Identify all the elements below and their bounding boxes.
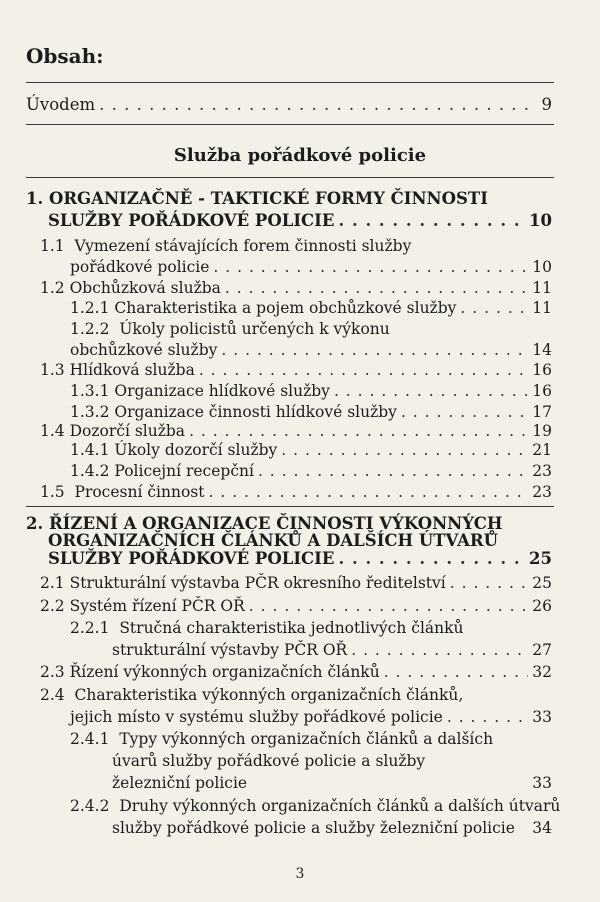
dot-leader: [384, 662, 529, 682]
toc-entry-2-4-2-line1[interactable]: [70, 796, 560, 816]
entry-number: 1.2: [40, 279, 65, 297]
entry-number: 1.3.2: [70, 403, 110, 421]
toc-entry-2-1[interactable]: [40, 573, 552, 593]
page-number: 3: [295, 866, 305, 882]
dot-leader: [213, 257, 528, 277]
toc-entry-chapter-1[interactable]: [48, 211, 552, 231]
entry-text: Úkoly dozorčí služby: [114, 441, 278, 459]
entry-page: 11: [532, 299, 552, 317]
toc-entry-1-1[interactable]: [70, 257, 552, 277]
entry-number: 2.3: [40, 663, 65, 681]
entry-number: 2.4.1: [70, 730, 110, 748]
entry-text: pořádkové policie: [70, 258, 210, 276]
dot-leader: [208, 482, 528, 502]
entry-text: Úkoly policistů určených k výkonu: [119, 320, 390, 338]
entry-text: jejich místo v systému služby pořádkové policie: [70, 708, 443, 726]
entry-text: Dozorčí služba: [69, 422, 186, 440]
entry-label: SLUŽBY POŘÁDKOVÉ POLICIE: [48, 549, 335, 568]
dot-leader: [338, 549, 525, 569]
dot-leader: [249, 596, 528, 616]
heading-rule: [26, 82, 554, 83]
toc-entry-1-4-2[interactable]: [70, 461, 552, 481]
chapter-rule: [26, 506, 554, 507]
entry-page: 9: [541, 95, 552, 114]
toc-entry-1-3-2[interactable]: [70, 402, 552, 422]
dot-leader: [334, 381, 528, 401]
toc-entry-2-4-1-line1[interactable]: [70, 729, 493, 749]
dot-leader: [281, 440, 528, 460]
section-title: Služba pořádkové policie: [173, 145, 427, 166]
toc-entry-1-4-1[interactable]: [70, 440, 552, 460]
entry-page: 32: [532, 663, 552, 681]
dot-leader: [221, 340, 528, 360]
entry-page: 10: [529, 211, 552, 230]
entry-number: 1.2.2: [70, 320, 110, 338]
entry-text: Procesní činnost: [74, 483, 205, 501]
entry-number: 1.1: [40, 237, 65, 255]
toc-entry-1-2-1[interactable]: [70, 298, 552, 318]
entry-number: 1.3: [40, 361, 65, 379]
chapter-2-title-line1: 2. ŘÍZENÍ A ORGANIZACE ČINNOSTI VÝKONNÝCH: [26, 514, 503, 533]
entry-page: 17: [532, 403, 552, 421]
dot-leader: [99, 95, 532, 115]
toc-entry-intro[interactable]: [26, 95, 552, 115]
entry-number: 2.1: [40, 574, 65, 592]
toc-entry-1-1-line1[interactable]: [40, 236, 411, 256]
dot-leader: [460, 298, 528, 318]
entry-page: 11: [532, 279, 552, 297]
toc-entry-1-3[interactable]: [40, 360, 552, 380]
toc-entry-2-3[interactable]: [40, 662, 552, 682]
toc-entry-2-2-1-line1[interactable]: [70, 618, 464, 638]
dot-leader: [447, 707, 528, 727]
entry-page: 19: [532, 422, 552, 440]
entry-page: 26: [532, 597, 552, 615]
entry-page: 34: [532, 819, 552, 837]
toc-entry-2-2-1[interactable]: [112, 640, 552, 660]
entry-page: 21: [532, 441, 552, 459]
toc-heading: Obsah:: [26, 44, 104, 68]
chapter-1-title-line1: 1. ORGANIZAČNĚ - TAKTICKÉ FORMY ČINNOSTI: [26, 189, 488, 208]
entry-page: 25: [532, 574, 552, 592]
entry-text: Policejní recepční: [114, 462, 254, 480]
entry-page: 27: [532, 641, 552, 659]
toc-entry-1-2-2[interactable]: [70, 340, 552, 360]
toc-entry-1-2[interactable]: [40, 278, 552, 298]
entry-page: 33: [532, 708, 552, 726]
entry-text: železniční policie: [112, 774, 248, 792]
toc-entry-2-4-2[interactable]: [112, 818, 552, 838]
entry-text: Obchůzková služba: [69, 279, 221, 297]
toc-entry-2-4[interactable]: [70, 707, 552, 727]
entry-number: 2.4: [40, 686, 65, 704]
entry-text: Systém řízení PČR OŘ: [69, 597, 245, 615]
entry-number: 2.2.1: [70, 619, 110, 637]
dot-leader: [225, 278, 528, 298]
entry-page: 23: [532, 462, 552, 480]
entry-number: 1.5: [40, 483, 65, 501]
entry-text: Vymezení stávajících forem činnosti služby: [74, 237, 412, 255]
entry-number: 2.4.2: [70, 797, 110, 815]
toc-entry-1-2-2-line1[interactable]: [70, 319, 390, 339]
entry-number: 1.4: [40, 422, 65, 440]
entry-page: 23: [532, 483, 552, 501]
entry-page: 25: [529, 549, 552, 568]
entry-page: 14: [532, 341, 552, 359]
entry-page: 16: [532, 361, 552, 379]
entry-text: Hlídková služba: [69, 361, 195, 379]
dot-leader: [189, 421, 528, 441]
entry-text: obchůzkové služby: [70, 341, 218, 359]
toc-entry-1-3-1[interactable]: [70, 381, 552, 401]
toc-entry-1-5[interactable]: [40, 482, 552, 502]
section-rule: [26, 177, 554, 178]
toc-entry-2-4-1[interactable]: [112, 773, 552, 793]
entry-text: Řízení výkonných organizačních článků: [69, 663, 380, 681]
toc-entry-1-4[interactable]: [40, 421, 552, 441]
entry-number: 1.4.2: [70, 462, 110, 480]
entry-number: 1.3.1: [70, 382, 110, 400]
entry-text: Organizace činnosti hlídkové služby: [114, 403, 397, 421]
dot-leader: [351, 640, 528, 660]
entry-page: 10: [532, 258, 552, 276]
entry-text: služby pořádkové policie a služby železniční policie: [112, 819, 515, 837]
entry-text: Typy výkonných organizačních článků a dalších: [119, 730, 494, 748]
toc-entry-2-4-1-line2: úvarů služby pořádkové policie a služby: [112, 752, 426, 770]
entry-text: Stručná charakteristika jednotlivých článků: [119, 619, 464, 637]
entry-label: Úvodem: [26, 95, 96, 114]
entry-text: Organizace hlídkové služby: [114, 382, 330, 400]
chapter-2-title-line2: ORGANIZAČNÍCH ČLÁNKŮ A DALŠÍCH ÚTVARŮ: [48, 531, 498, 550]
entry-number: 1.2.1: [70, 299, 110, 317]
dot-leader: [258, 461, 528, 481]
entry-text: Charakteristika a pojem obchůzkové služby: [114, 299, 457, 317]
dot-leader: [450, 573, 529, 593]
entry-label: SLUŽBY POŘÁDKOVÉ POLICIE: [48, 211, 335, 230]
entry-text: Strukturální výstavba PČR okresního ředitelství: [69, 574, 446, 592]
dot-leader: [401, 402, 528, 422]
entry-text: Druhy výkonných organizačních článků a dalších útvarů: [119, 797, 561, 815]
dot-leader: [199, 360, 528, 380]
entry-text: strukturální výstavby PČR OŘ: [112, 641, 348, 659]
toc-entry-2-2[interactable]: [40, 596, 552, 616]
toc-entry-2-4-line1[interactable]: [40, 685, 463, 705]
entry-number: 2.2: [40, 597, 65, 615]
entry-page: 33: [532, 774, 552, 792]
entry-number: 1.4.1: [70, 441, 110, 459]
dot-leader: [338, 211, 525, 231]
entry-page: 16: [532, 382, 552, 400]
intro-rule: [26, 124, 554, 125]
toc-entry-chapter-2[interactable]: [48, 549, 552, 569]
entry-text: Charakteristika výkonných organizačních článků,: [74, 686, 464, 704]
